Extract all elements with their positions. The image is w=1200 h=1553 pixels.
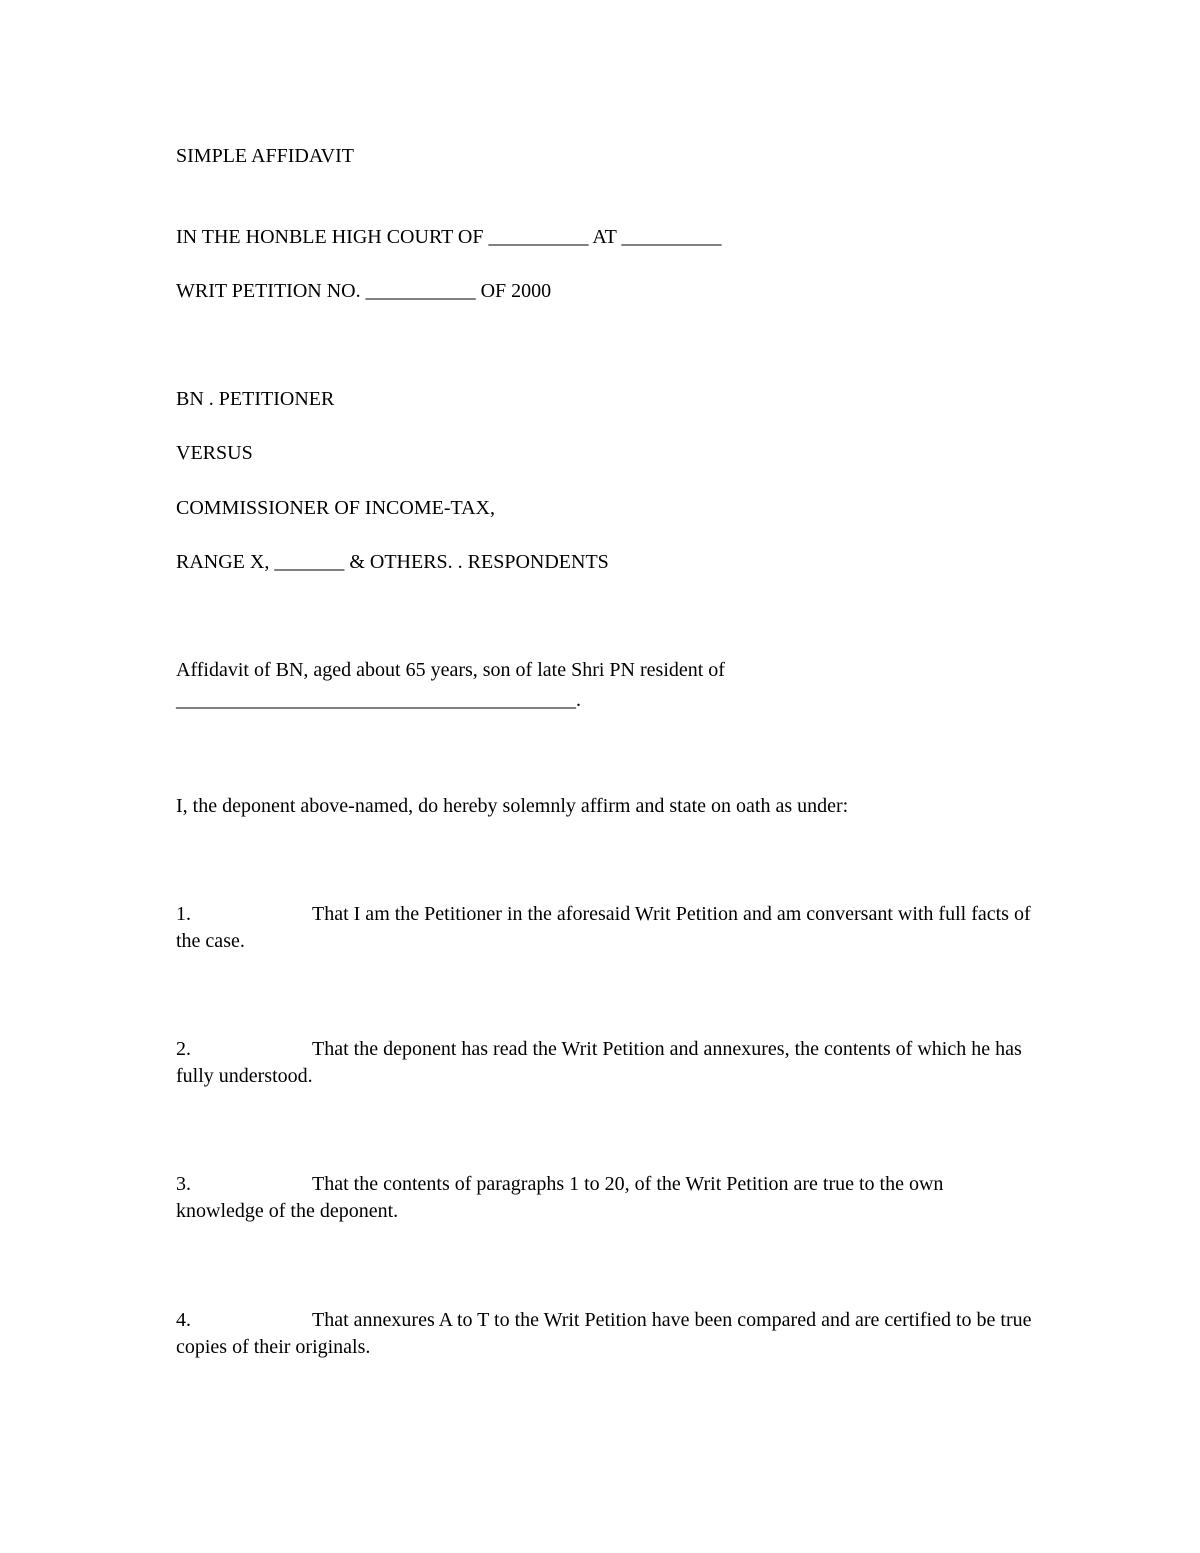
paragraph-number: 4.	[176, 1309, 191, 1331]
paragraph-4	[176, 1307, 1036, 1361]
versus-line: VERSUS	[176, 442, 253, 464]
document-title: SIMPLE AFFIDAVIT	[176, 145, 354, 167]
oath-statement: I, the deponent above-named, do hereby solemnly affirm and state on oath as under:	[176, 795, 849, 817]
court-line: IN THE HONBLE HIGH COURT OF __________ AT __________	[176, 226, 722, 248]
paragraph-1	[176, 901, 1036, 955]
affidavit-intro-line-1: Affidavit of BN, aged about 65 years, son of late Shri PN resident of	[176, 659, 725, 681]
paragraph-number: 3.	[176, 1173, 191, 1195]
petition-number-line: WRIT PETITION NO. ___________ OF 2000	[176, 280, 552, 302]
respondent-line-2: RANGE X, _______ & OTHERS. . RESPONDENTS	[176, 551, 609, 573]
paragraph-text: That annexures A to T to the Writ Petition have been compared and are certified to be true copies of their originals.	[176, 1309, 1032, 1358]
paragraph-2	[176, 1036, 1036, 1090]
paragraph-number: 2.	[176, 1038, 191, 1060]
paragraph-text: That the deponent has read the Writ Petition and annexures, the contents of which he has fully understood.	[176, 1038, 1022, 1087]
affidavit-intro-line-2: ________________________________________.	[176, 689, 581, 711]
paragraph-3	[176, 1171, 1036, 1225]
petitioner-line: BN . PETITIONER	[176, 388, 335, 410]
paragraph-number: 1.	[176, 903, 191, 925]
paragraph-text: That I am the Petitioner in the aforesaid Writ Petition and am conversant with full facts of the case.	[176, 903, 1031, 952]
paragraph-text: That the contents of paragraphs 1 to 20, of the Writ Petition are true to the own knowledge of the deponent.	[176, 1173, 944, 1222]
respondent-line-1: COMMISSIONER OF INCOME-TAX,	[176, 497, 495, 519]
